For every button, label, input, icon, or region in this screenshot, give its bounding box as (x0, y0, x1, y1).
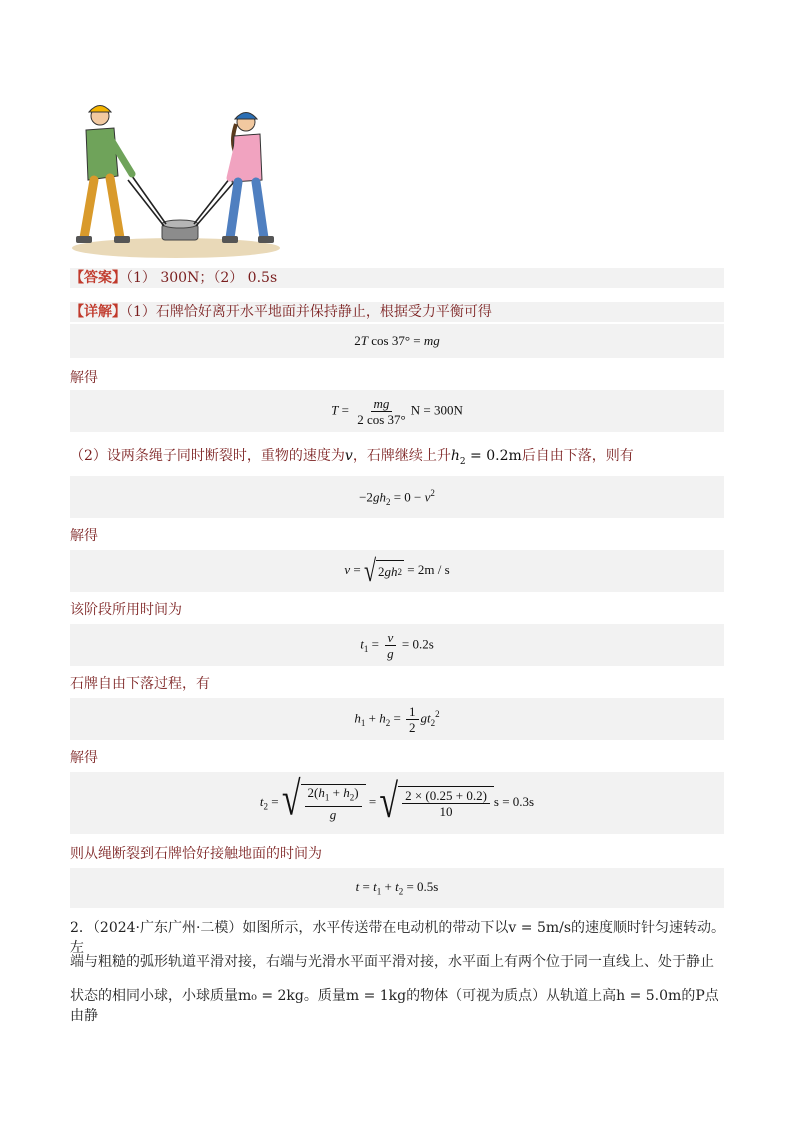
detail-text: （1）石牌恰好离开水平地面并保持静止，根据受力平衡可得 (126, 304, 492, 320)
detail-line (70, 302, 724, 322)
equation-tension: T = $\frac{mg}{2 \cos 37^\circ}$ N = 300N (70, 390, 724, 432)
solve-label-3: 解得 (70, 750, 98, 766)
solve-label-1: 解得 (70, 370, 98, 386)
equation-t1: $t_1$ = $\frac{v}{g}$ = 0.2s (70, 624, 724, 666)
answer-text: （1） 300N；（2） 0.5s (126, 270, 278, 286)
problem2-line1: 2．（2024·广东广州·二模）如图所示，水平传送带在电动机的带动下以v = 5m/s的速度顺时针匀速转动。左 (70, 920, 726, 956)
equation-velocity: v = √ 2 gh 2 = 2m / s (70, 550, 724, 592)
equation-equilibrium: 2T cos 37° = mg (70, 324, 724, 358)
answer-tag: 【答案】 (70, 270, 126, 286)
total-time-label: 则从绳断裂到石牌恰好接触地面的时间为 (70, 846, 322, 862)
two-people-pulling-stone-illustration (70, 98, 282, 258)
free-fall-label: 石牌自由下落过程，有 (70, 676, 210, 692)
time-stage-label: 该阶段所用时间为 (70, 602, 182, 618)
problem2-line2: 端与粗糙的弧形轨道平滑对接，右端与光滑水平面平滑对接，水平面上有两个位于同一直线上、处于静止 (70, 954, 714, 970)
equation-free-fall: $h_1 + h_2$ = $\frac{1}{2}$ $gt_2^2$ (70, 698, 724, 740)
equation-rise: $-2gh_2 = 0 - v^2$ (70, 476, 724, 518)
detail-tag: 【详解】 (70, 304, 126, 320)
answer-line (70, 268, 724, 288)
part2-intro: （2）设两条绳子同时断裂时，重物的速度为v，石牌继续上升$h_2 = 0.2m$后自由下落，则有 (70, 448, 634, 467)
equation-total-time: $t = t_1 + t_2 = 0.5s$ (70, 868, 724, 908)
problem2-line3: 状态的相同小球，小球质量m₀ = 2kg。质量m = 1kg的物体（可视为质点）从轨道上高h = 5.0m的P点由静 (70, 988, 719, 1024)
solve-label-2: 解得 (70, 528, 98, 544)
equation-t2: $t_2$ = √ $\frac{2(h_1 + h_2)}{g}$ = √ $\frac{2 \times (0.25 + 0.2)}{10}$ s = 0.3s (70, 772, 724, 834)
